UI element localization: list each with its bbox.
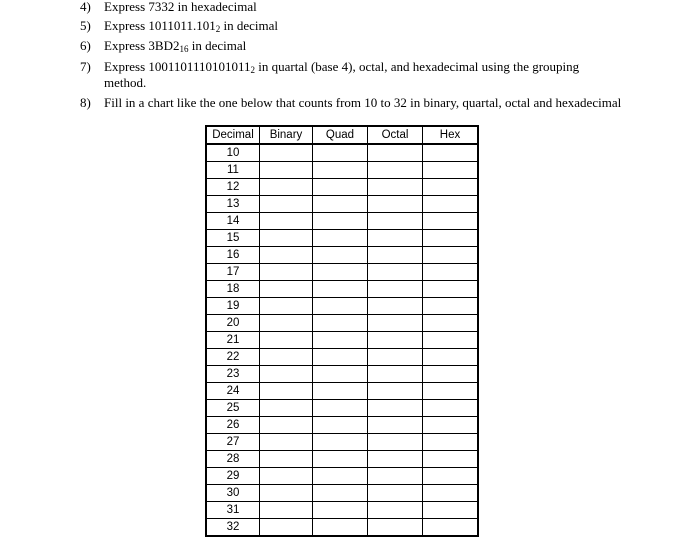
cell-octal bbox=[368, 247, 423, 264]
chart-body bbox=[206, 144, 478, 536]
cell-binary bbox=[260, 519, 313, 537]
cell-hex bbox=[423, 179, 479, 196]
cell-decimal: 24 bbox=[206, 383, 260, 400]
table-row bbox=[206, 247, 478, 264]
table-row bbox=[206, 349, 478, 366]
cell-decimal: 31 bbox=[206, 502, 260, 519]
header-hex: Hex bbox=[423, 126, 479, 144]
question-text-main: Express 3BD2 bbox=[104, 38, 180, 53]
cell-hex bbox=[423, 451, 479, 468]
question-text-tail: in quartal (base 4), octal, and hexadecimal using the grouping bbox=[254, 59, 580, 74]
table-row bbox=[206, 230, 478, 247]
cell-hex bbox=[423, 349, 479, 366]
table-row bbox=[206, 196, 478, 213]
cell-decimal: 10 bbox=[206, 144, 260, 162]
cell-quad bbox=[313, 281, 368, 298]
cell-quad bbox=[313, 451, 368, 468]
cell-quad bbox=[313, 519, 368, 537]
cell-octal bbox=[368, 332, 423, 349]
question-text-main: Fill in a chart like the one below that counts from 10 to 32 in binary, quartal, octal and hexadecimal bbox=[104, 95, 622, 110]
cell-binary bbox=[260, 196, 313, 213]
cell-binary bbox=[260, 366, 313, 383]
cell-binary bbox=[260, 281, 313, 298]
cell-octal bbox=[368, 230, 423, 247]
cell-decimal: 19 bbox=[206, 298, 260, 315]
cell-quad bbox=[313, 144, 368, 162]
cell-decimal: 12 bbox=[206, 179, 260, 196]
table-row bbox=[206, 213, 478, 230]
cell-hex bbox=[423, 281, 479, 298]
cell-binary bbox=[260, 264, 313, 281]
question-number: 8) bbox=[80, 95, 91, 110]
cell-hex bbox=[423, 400, 479, 417]
cell-quad bbox=[313, 434, 368, 451]
cell-octal bbox=[368, 315, 423, 332]
cell-octal bbox=[368, 298, 423, 315]
cell-binary bbox=[260, 485, 313, 502]
cell-hex bbox=[423, 366, 479, 383]
cell-octal bbox=[368, 213, 423, 230]
cell-binary bbox=[260, 451, 313, 468]
question-text-main: Express 1001101110101011 bbox=[104, 59, 251, 74]
cell-octal bbox=[368, 144, 423, 162]
table-row bbox=[206, 502, 478, 519]
base-subscript: 2 bbox=[250, 65, 255, 75]
cell-decimal: 26 bbox=[206, 417, 260, 434]
cell-quad bbox=[313, 468, 368, 485]
cell-quad bbox=[313, 162, 368, 179]
cell-binary bbox=[260, 383, 313, 400]
table-row bbox=[206, 383, 478, 400]
table-row bbox=[206, 400, 478, 417]
cell-quad bbox=[313, 298, 368, 315]
cell-hex bbox=[423, 298, 479, 315]
cell-hex bbox=[423, 264, 479, 281]
table-row bbox=[206, 366, 478, 383]
cell-decimal: 29 bbox=[206, 468, 260, 485]
cell-quad bbox=[313, 349, 368, 366]
question-number: 5) bbox=[80, 18, 91, 33]
cell-decimal: 28 bbox=[206, 451, 260, 468]
cell-binary bbox=[260, 247, 313, 264]
cell-decimal: 11 bbox=[206, 162, 260, 179]
cell-decimal: 23 bbox=[206, 366, 260, 383]
cell-decimal: 32 bbox=[206, 519, 260, 537]
cell-decimal: 18 bbox=[206, 281, 260, 298]
cell-hex bbox=[423, 417, 479, 434]
header-quad: Quad bbox=[313, 126, 368, 144]
table-row bbox=[206, 281, 478, 298]
cell-binary bbox=[260, 468, 313, 485]
cell-binary bbox=[260, 400, 313, 417]
chart-header-row bbox=[206, 126, 478, 144]
question-number: 7) bbox=[80, 59, 91, 74]
question-text bbox=[104, 95, 621, 111]
table-row bbox=[206, 332, 478, 349]
cell-quad bbox=[313, 213, 368, 230]
cell-binary bbox=[260, 332, 313, 349]
cell-quad bbox=[313, 332, 368, 349]
cell-quad bbox=[313, 502, 368, 519]
cell-hex bbox=[423, 434, 479, 451]
question-text bbox=[104, 38, 246, 54]
cell-quad bbox=[313, 485, 368, 502]
cell-quad bbox=[313, 417, 368, 434]
table-row bbox=[206, 315, 478, 332]
cell-quad bbox=[313, 179, 368, 196]
cell-octal bbox=[368, 434, 423, 451]
table-row bbox=[206, 264, 478, 281]
cell-decimal: 30 bbox=[206, 485, 260, 502]
cell-octal bbox=[368, 349, 423, 366]
cell-octal bbox=[368, 502, 423, 519]
cell-hex bbox=[423, 230, 479, 247]
cell-hex bbox=[423, 247, 479, 264]
cell-quad bbox=[313, 366, 368, 383]
table-row bbox=[206, 162, 478, 179]
cell-binary bbox=[260, 179, 313, 196]
cell-binary bbox=[260, 315, 313, 332]
cell-binary bbox=[260, 434, 313, 451]
cell-octal bbox=[368, 519, 423, 537]
cell-decimal: 27 bbox=[206, 434, 260, 451]
cell-quad bbox=[313, 230, 368, 247]
table-row bbox=[206, 451, 478, 468]
table-row bbox=[206, 417, 478, 434]
cell-hex bbox=[423, 468, 479, 485]
cell-octal bbox=[368, 451, 423, 468]
cell-octal bbox=[368, 281, 423, 298]
question-text-continued: method. bbox=[104, 75, 147, 90]
cell-decimal: 17 bbox=[206, 264, 260, 281]
cell-binary bbox=[260, 417, 313, 434]
cell-hex bbox=[423, 144, 479, 162]
table-row bbox=[206, 434, 478, 451]
table-row bbox=[206, 485, 478, 502]
cell-octal bbox=[368, 264, 423, 281]
table-row bbox=[206, 144, 478, 162]
cell-binary bbox=[260, 230, 313, 247]
question-text bbox=[104, 59, 579, 75]
cell-binary bbox=[260, 144, 313, 162]
table-row bbox=[206, 519, 478, 537]
question-text-main: Express 7332 in hexadecimal bbox=[104, 0, 257, 14]
cell-quad bbox=[313, 400, 368, 417]
cell-decimal: 16 bbox=[206, 247, 260, 264]
cell-octal bbox=[368, 179, 423, 196]
counting-chart bbox=[205, 125, 479, 537]
cell-octal bbox=[368, 383, 423, 400]
cell-octal bbox=[368, 485, 423, 502]
cell-hex bbox=[423, 502, 479, 519]
cell-binary bbox=[260, 298, 313, 315]
cell-hex bbox=[423, 519, 479, 537]
cell-quad bbox=[313, 247, 368, 264]
cell-decimal: 20 bbox=[206, 315, 260, 332]
question-text bbox=[104, 0, 257, 15]
cell-octal bbox=[368, 417, 423, 434]
cell-hex bbox=[423, 485, 479, 502]
cell-decimal: 25 bbox=[206, 400, 260, 417]
header-binary: Binary bbox=[260, 126, 313, 144]
question-text-tail: in decimal bbox=[220, 18, 278, 33]
cell-binary bbox=[260, 162, 313, 179]
header-decimal: Decimal bbox=[206, 126, 260, 144]
table-row bbox=[206, 179, 478, 196]
question-text-main: Express 1011011.101 bbox=[104, 18, 216, 33]
cell-binary bbox=[260, 213, 313, 230]
cell-hex bbox=[423, 196, 479, 213]
cell-decimal: 15 bbox=[206, 230, 260, 247]
cell-hex bbox=[423, 213, 479, 230]
cell-hex bbox=[423, 162, 479, 179]
cell-hex bbox=[423, 315, 479, 332]
cell-binary bbox=[260, 349, 313, 366]
cell-quad bbox=[313, 383, 368, 400]
cell-octal bbox=[368, 400, 423, 417]
cell-octal bbox=[368, 196, 423, 213]
cell-decimal: 13 bbox=[206, 196, 260, 213]
table-row bbox=[206, 298, 478, 315]
question-text bbox=[104, 18, 278, 34]
cell-hex bbox=[423, 332, 479, 349]
cell-binary bbox=[260, 502, 313, 519]
cell-octal bbox=[368, 162, 423, 179]
header-octal: Octal bbox=[368, 126, 423, 144]
table-row bbox=[206, 468, 478, 485]
cell-decimal: 22 bbox=[206, 349, 260, 366]
cell-decimal: 14 bbox=[206, 213, 260, 230]
base-subscript: 2 bbox=[215, 24, 221, 34]
cell-octal bbox=[368, 468, 423, 485]
cell-decimal: 21 bbox=[206, 332, 260, 349]
cell-quad bbox=[313, 264, 368, 281]
question-text-tail: in decimal bbox=[188, 38, 247, 53]
cell-octal bbox=[368, 366, 423, 383]
cell-quad bbox=[313, 196, 368, 213]
cell-quad bbox=[313, 315, 368, 332]
base-subscript: 16 bbox=[179, 44, 189, 54]
question-number: 4) bbox=[80, 0, 91, 14]
cell-hex bbox=[423, 383, 479, 400]
question-number: 6) bbox=[80, 38, 91, 53]
